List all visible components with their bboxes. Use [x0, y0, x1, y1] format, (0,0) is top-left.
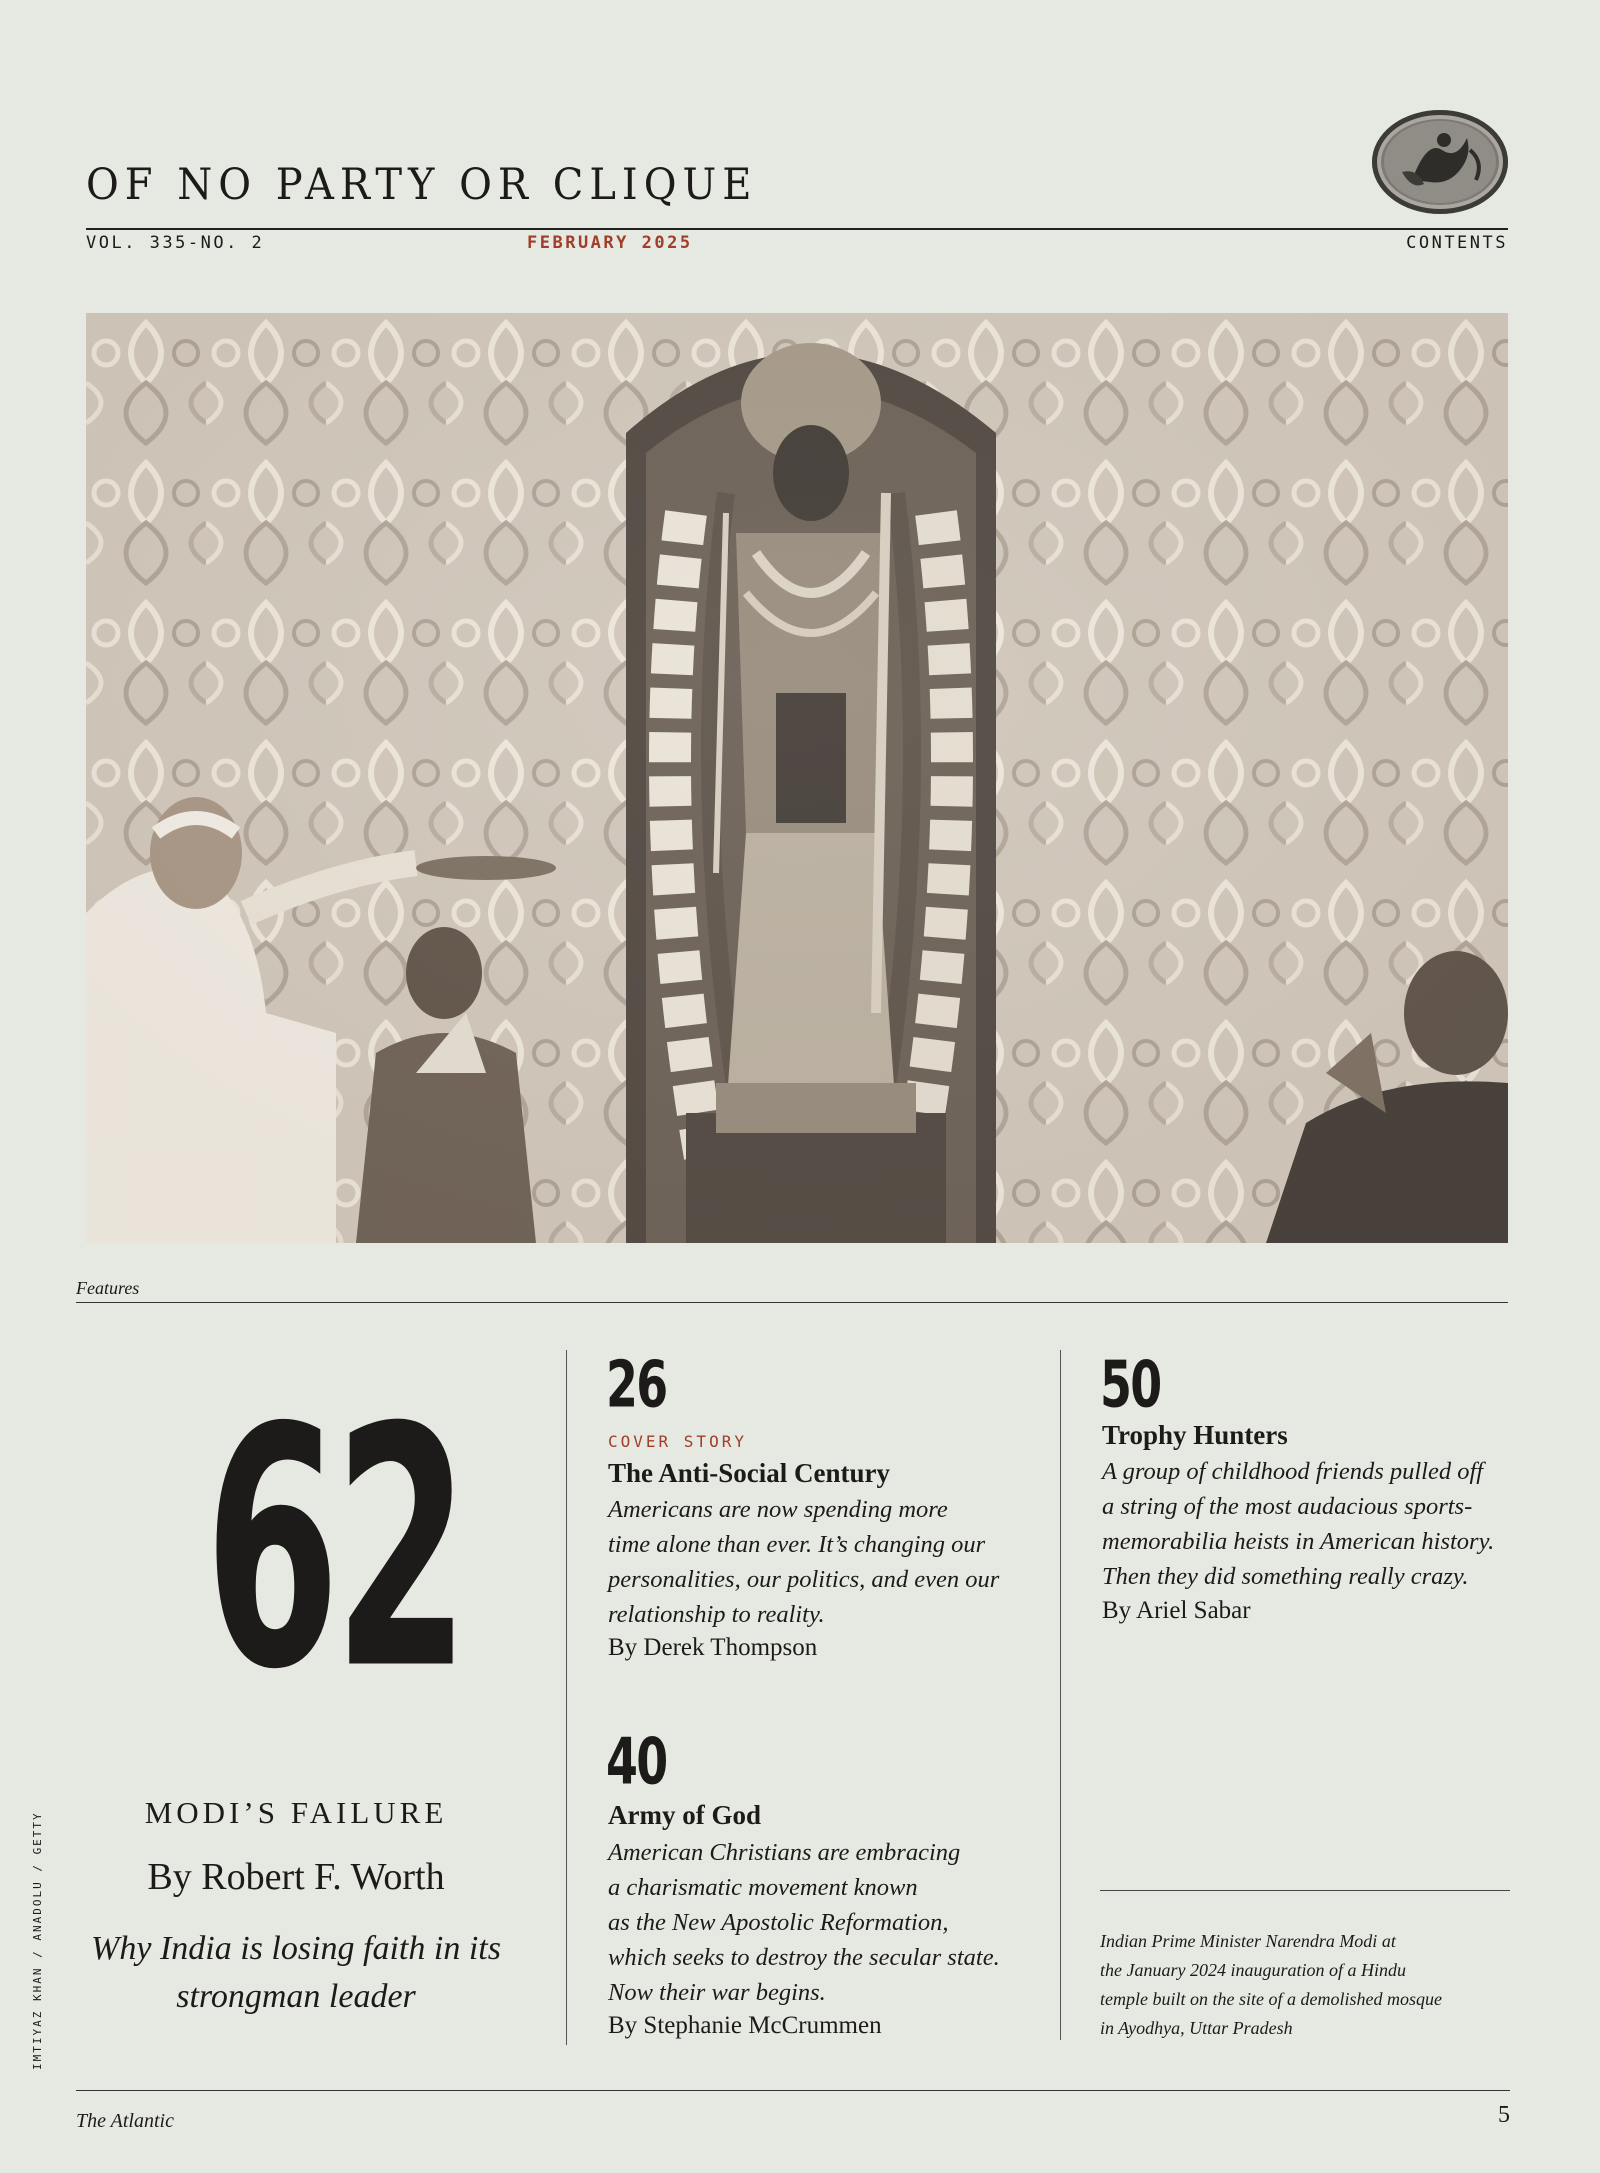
volume-number: VOL. 335-NO. 2 — [86, 233, 265, 253]
article-dek: A group of childhood friends pulled off a string of the most audacious sports- memorabilia heists in American history. Then they did something really crazy. — [1102, 1458, 1495, 1590]
article-byline: By Derek Thompson — [608, 1634, 818, 1661]
article-title[interactable]: Army of God — [608, 1800, 761, 1830]
features-rule — [76, 1302, 1508, 1303]
masthead-motto: OF NO PARTY OR CLIQUE — [86, 160, 758, 210]
column-divider — [566, 1350, 567, 2045]
article-byline: By Ariel Sabar — [1102, 1597, 1251, 1624]
issue-date: FEBRUARY 2025 — [527, 233, 693, 253]
column-divider — [1060, 1350, 1061, 2040]
footer-rule — [76, 2090, 1510, 2091]
publication-name: The Atlantic — [76, 2110, 174, 2132]
cover-article-dek: Why India is losing faith in its strongman leader — [91, 1930, 501, 2015]
article-byline: By Stephanie McCrummen — [608, 2012, 882, 2039]
photo-credit: IMTIYAZ KHAN / ANADOLU / GETTY — [31, 1811, 44, 2070]
cover-article-byline: By Robert F. Worth — [147, 1856, 445, 1898]
photo-caption: Indian Prime Minister Narendra Modi at the January 2024 inauguration of a Hindu temple built on the site of a demolished mosque in Ayodhya, Uttar Pradesh — [1100, 1931, 1442, 2038]
header-rule — [86, 228, 1508, 230]
cover-page-number[interactable]: 62 — [204, 1357, 464, 1742]
cover-article-title[interactable]: MODI’S FAILURE — [144, 1795, 448, 1830]
features-label: Features — [76, 1278, 140, 1298]
article-title[interactable]: Trophy Hunters — [1102, 1420, 1288, 1450]
article-page-number[interactable]: 50 — [1100, 1348, 1161, 1423]
cover-story-kicker: COVER STORY — [608, 1432, 747, 1451]
article-dek: American Christians are embracing a charismatic movement known as the New Apostolic Reformation, which seeks to destroy the secular state. Now their war begins. — [608, 1839, 1000, 2006]
article-title[interactable]: The Anti-Social Century — [608, 1458, 891, 1488]
article-dek: Americans are now spending more time alone than ever. It’s changing our personalities, our politics, and even our relationship to reality. — [608, 1496, 1000, 1628]
article-page-number[interactable]: 26 — [606, 1348, 667, 1423]
caption-rule — [1100, 1890, 1510, 1891]
page-number: 5 — [1498, 2102, 1510, 2128]
article-page-number[interactable]: 40 — [606, 1725, 667, 1800]
section-label: CONTENTS — [1406, 233, 1508, 253]
atlantic-seal-logo — [1372, 110, 1508, 214]
temple-inauguration-photo — [86, 313, 1508, 1243]
